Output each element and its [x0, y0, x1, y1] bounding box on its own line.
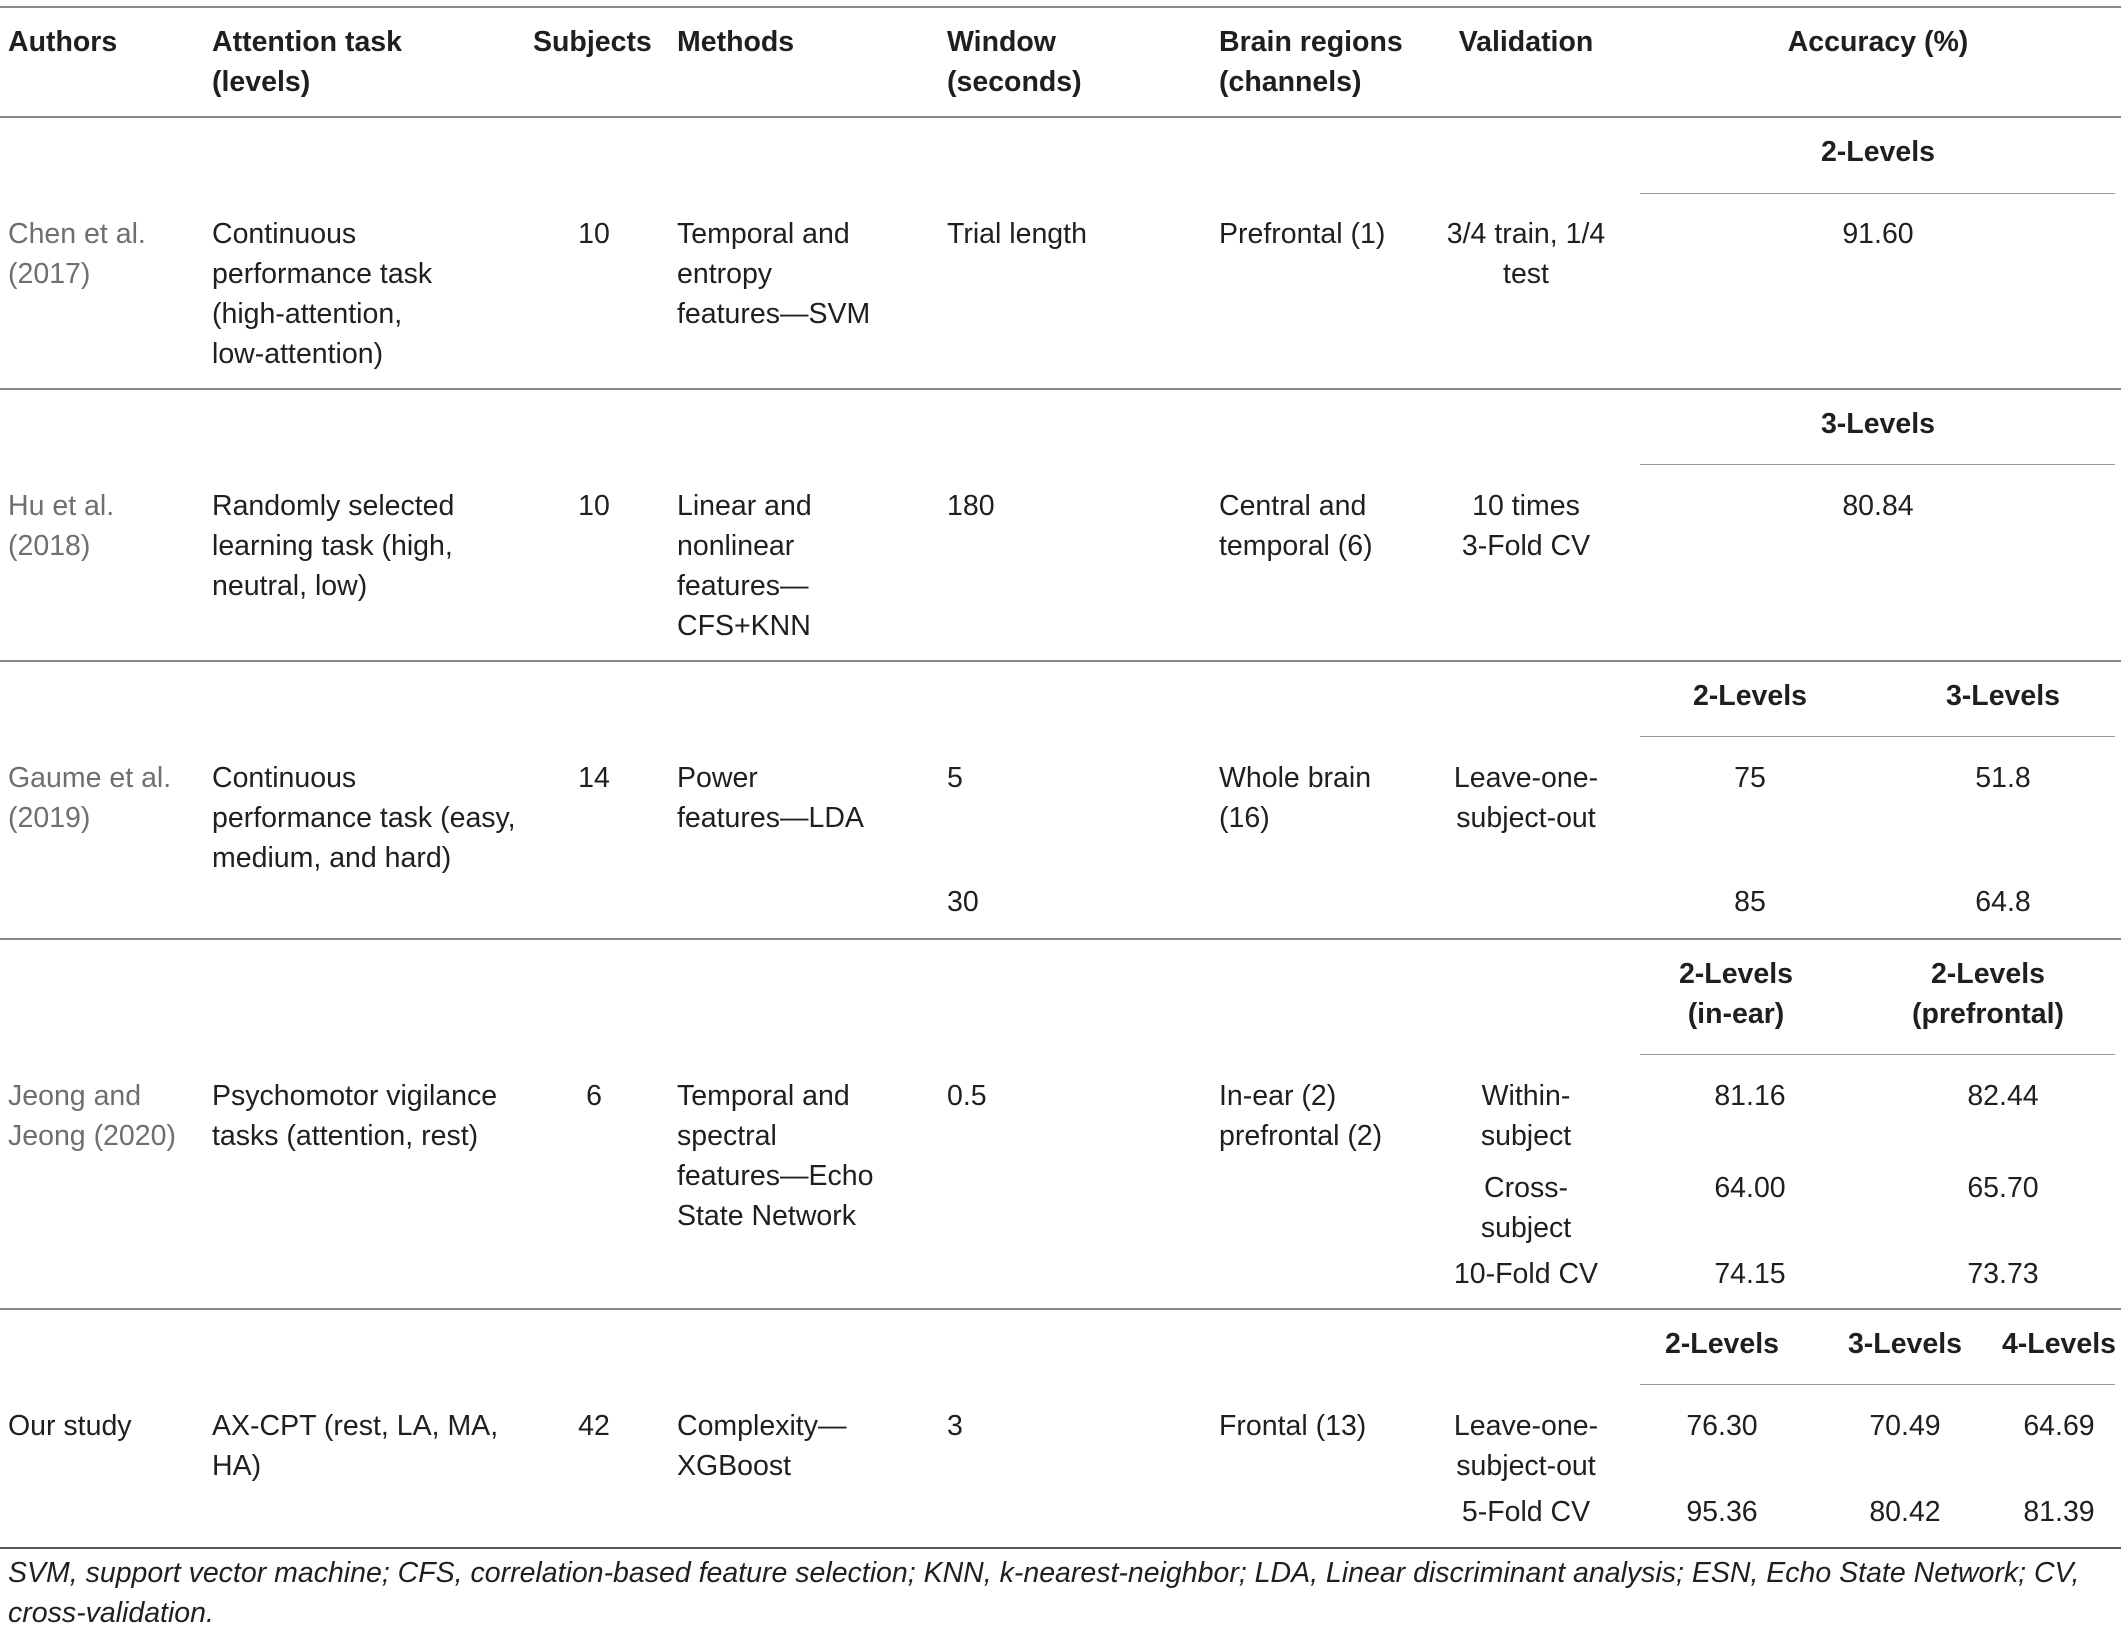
validation-cell: Cross- subject: [1480, 1172, 1572, 1244]
sub-header-2-levels-prefrontal: 2-Levels (prefrontal): [1912, 958, 2064, 1030]
accuracy-cell: 91.60: [1842, 218, 1914, 250]
validation-cell: 10 times 3-Fold CV: [1461, 490, 1591, 562]
table-footnote: SVM, support vector machine; CFS, correlation-based feature selection; KNN, k-nearest-neighbor; LDA, Linear discriminant analysis; ESN, Echo State Network; CV, cross-validation.: [8, 1557, 2080, 1629]
regions-cell: Whole brain (16): [1219, 762, 1372, 834]
authors-cell: Jeong and Jeong (2020): [8, 1080, 176, 1152]
accuracy-cell: 64.00: [1714, 1172, 1786, 1204]
window-cell: Trial length: [947, 218, 1087, 250]
subjects-cell: 10: [578, 218, 610, 250]
accuracy-cell: 81.16: [1714, 1080, 1786, 1112]
sub-header-2-levels: 2-Levels: [1820, 136, 1936, 168]
accuracy-cell: 95.36: [1686, 1496, 1758, 1528]
window-cell: 30: [947, 886, 979, 918]
sub-header-3-levels: 3-Levels: [1820, 408, 1936, 440]
accuracy-cell: 51.8: [1975, 762, 2031, 794]
accuracy-cell: 81.39: [2023, 1496, 2095, 1528]
task-cell: Randomly selected learning task (high, neutral, low): [212, 490, 455, 602]
header-subjects: Subjects: [533, 26, 652, 58]
accuracy-cell: 70.49: [1869, 1410, 1941, 1442]
regions-cell: Prefrontal (1): [1219, 218, 1386, 250]
row-rule: [0, 1308, 2121, 1310]
row-rule: [0, 660, 2121, 662]
sub-header-rule: [1640, 464, 2115, 465]
table-bottom-rule: [0, 1547, 2121, 1549]
regions-cell: Central and temporal (6): [1219, 490, 1373, 562]
subjects-cell: 6: [586, 1080, 602, 1112]
task-cell: Continuous performance task (high-attention, low-attention): [212, 218, 433, 370]
accuracy-cell: 65.70: [1967, 1172, 2039, 1204]
subjects-cell: 42: [578, 1410, 610, 1442]
header-accuracy: Accuracy (%): [1787, 26, 1969, 58]
sub-header-2-levels: 2-Levels: [1664, 1328, 1780, 1360]
methods-cell: Power features—LDA: [677, 762, 864, 834]
methods-cell: Complexity— XGBoost: [677, 1410, 847, 1482]
sub-header-2-levels-in-ear: 2-Levels (in-ear): [1678, 958, 1794, 1030]
header-brain-regions: Brain regions (channels): [1219, 26, 1403, 98]
accuracy-cell: 76.30: [1686, 1410, 1758, 1442]
task-cell: Psychomotor vigilance tasks (attention, rest): [212, 1080, 498, 1152]
task-cell: Continuous performance task (easy, medium, and hard): [212, 762, 516, 874]
sub-header-3-levels: 3-Levels: [1847, 1328, 1963, 1360]
header-authors: Authors: [8, 26, 118, 58]
methods-cell: Temporal and entropy features—SVM: [677, 218, 871, 330]
authors-cell: Chen et al. (2017): [8, 218, 146, 290]
header-window: Window (seconds): [947, 26, 1082, 98]
accuracy-cell: 82.44: [1967, 1080, 2039, 1112]
header-validation: Validation: [1458, 26, 1594, 58]
regions-cell: In-ear (2) prefrontal (2): [1219, 1080, 1383, 1152]
authors-cell: Hu et al. (2018): [8, 490, 115, 562]
accuracy-cell: 75: [1734, 762, 1766, 794]
sub-header-3-levels: 3-Levels: [1945, 680, 2061, 712]
accuracy-cell: 85: [1734, 886, 1766, 918]
validation-cell: 3/4 train, 1/4 test: [1446, 218, 1606, 290]
validation-cell: 10-Fold CV: [1453, 1258, 1599, 1290]
window-cell: 180: [947, 490, 995, 522]
accuracy-cell: 64.69: [2023, 1410, 2095, 1442]
sub-header-2-levels: 2-Levels: [1692, 680, 1808, 712]
sub-header-rule: [1640, 1054, 2115, 1055]
window-cell: 0.5: [947, 1080, 987, 1112]
authors-cell: Gaume et al. (2019): [8, 762, 172, 834]
table-top-rule: [0, 6, 2121, 8]
subjects-cell: 14: [578, 762, 610, 794]
accuracy-cell: 80.42: [1869, 1496, 1941, 1528]
accuracy-cell: 73.73: [1967, 1258, 2039, 1290]
methods-cell: Linear and nonlinear features— CFS+KNN: [677, 490, 812, 642]
authors-cell: Our study: [8, 1410, 132, 1442]
accuracy-cell: 74.15: [1714, 1258, 1786, 1290]
task-cell: AX-CPT (rest, LA, MA, HA): [212, 1410, 499, 1482]
methods-cell: Temporal and spectral features—Echo State Network: [677, 1080, 874, 1232]
sub-header-rule: [1640, 736, 2115, 737]
window-cell: 5: [947, 762, 963, 794]
header-rule: [0, 116, 2121, 118]
subjects-cell: 10: [578, 490, 610, 522]
validation-cell: Within- subject: [1480, 1080, 1572, 1152]
accuracy-cell: 80.84: [1842, 490, 1914, 522]
sub-header-rule: [1640, 193, 2115, 194]
header-methods: Methods: [677, 26, 795, 58]
row-rule: [0, 388, 2121, 390]
validation-cell: Leave-one- subject-out: [1453, 762, 1599, 834]
window-cell: 3: [947, 1410, 963, 1442]
header-task: Attention task (levels): [212, 26, 403, 98]
accuracy-cell: 64.8: [1975, 886, 2031, 918]
row-rule: [0, 938, 2121, 940]
sub-header-rule: [1640, 1384, 2115, 1385]
validation-cell: 5-Fold CV: [1461, 1496, 1591, 1528]
sub-header-4-levels: 4-Levels: [2001, 1328, 2117, 1360]
validation-cell: Leave-one- subject-out: [1453, 1410, 1599, 1482]
regions-cell: Frontal (13): [1219, 1410, 1367, 1442]
